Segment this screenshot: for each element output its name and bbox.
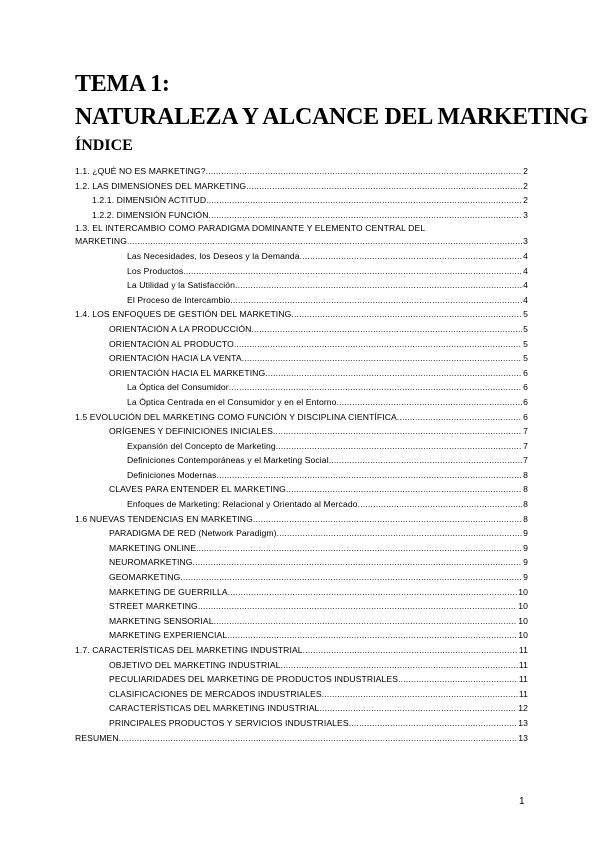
toc-dot-leader — [273, 424, 522, 439]
toc-entry-page: 9 — [523, 542, 528, 553]
toc-entry-label: RESUMEN — [75, 732, 119, 743]
toc-entry[interactable] — [75, 526, 528, 541]
toc-entry[interactable] — [75, 193, 528, 208]
toc-entry-page: 12 — [518, 703, 528, 714]
toc-entry-label: 1.6 NUEVAS TENDENCIAS EN MARKETING — [75, 513, 253, 524]
toc-dot-leader — [234, 337, 522, 352]
toc-entry-page: 9 — [523, 528, 528, 539]
toc-entry-page: 4 — [523, 265, 528, 276]
toc-entry-page: 4 — [523, 250, 528, 261]
toc-entry[interactable] — [75, 687, 528, 702]
toc-dot-leader — [322, 687, 518, 702]
toc-entry-label: El Proceso de Intercambio — [127, 294, 231, 305]
toc-dot-leader — [206, 193, 522, 208]
toc-entry-page: 2 — [523, 195, 528, 206]
toc-entry-page: 2 — [523, 180, 528, 191]
toc-dot-leader — [397, 410, 522, 425]
toc-entry-label: ORIENTACIÓN A LA PRODUCCIÓN — [109, 323, 252, 334]
toc-entry[interactable] — [75, 322, 528, 337]
toc-entry[interactable] — [75, 222, 528, 234]
toc-entry[interactable] — [75, 716, 528, 731]
toc-dot-leader — [265, 366, 522, 381]
toc-entry-label: PECULIARIDADES DEL MARKETING DE PRODUCTOS INDUSTRIALES — [109, 674, 399, 685]
toc-entry-label: Definiciones Contemporáneas y el Marketing Social — [127, 455, 329, 466]
toc-entry-page: 13 — [518, 717, 528, 728]
toc-entry-page: 10 — [518, 615, 528, 626]
toc-entry-label: CLAVES PARA ENTENDER EL MARKETING — [109, 484, 286, 495]
toc-entry[interactable] — [75, 643, 528, 658]
toc-entry-label: CARACTERÍSTICAS DEL MARKETING INDUSTRIAL — [109, 703, 320, 714]
toc-entry-label: MARKETING SENSORIAL — [109, 615, 214, 626]
toc-entry-label: 1.3. EL INTERCAMBIO COMO PARADIGMA DOMINANTE Y ELEMENTO CENTRAL DEL — [75, 223, 426, 234]
toc-dot-leader — [209, 208, 523, 223]
toc-entry-page: 8 — [523, 499, 528, 510]
toc-entry-page: 6 — [523, 382, 528, 393]
toc-entry-label: CLASIFICACIONES DE MERCADOS INDUSTRIALES — [109, 688, 322, 699]
toc-entry-label: 1.2.2. DIMENSIÓN FUNCIÓN — [92, 209, 209, 220]
toc-entry-page: 4 — [523, 294, 528, 305]
toc-entry[interactable] — [75, 541, 528, 556]
toc-entry-label: Las Necesidades, los Deseos y la Demanda — [127, 250, 300, 261]
toc-entry-page: 6 — [523, 396, 528, 407]
toc-entry-page: 6 — [523, 411, 528, 422]
toc-entry-page: 8 — [523, 469, 528, 480]
toc-entry-label: ORIENTACIÓN HACIA EL MARKETING — [109, 367, 266, 378]
toc-dot-leader — [319, 701, 517, 716]
toc-entry-label: Enfoques de Marketing: Relacional y Orientado al Mercado — [127, 499, 358, 510]
toc-dot-leader — [398, 672, 518, 687]
toc-entry[interactable] — [75, 249, 528, 264]
toc-entry[interactable] — [75, 337, 528, 352]
toc-entry-label: La Óptica del Consumidor — [127, 382, 229, 393]
toc-dot-leader — [193, 555, 523, 570]
toc-entry[interactable] — [75, 278, 528, 293]
toc-entry-page: 9 — [523, 572, 528, 583]
toc-dot-leader — [183, 264, 522, 279]
toc-entry[interactable] — [75, 424, 528, 439]
toc-entry-label: STREET MARKETING — [109, 601, 198, 612]
toc-entry-label: OBJETIVO DEL MARKETING INDUSTRIAL — [109, 659, 281, 670]
toc-entry[interactable] — [75, 570, 528, 585]
toc-dot-leader — [329, 453, 522, 468]
toc-entry-label: MARKETING DE GUERRILLA — [109, 586, 228, 597]
toc-entry-label: ORÍGENES Y DEFINICIONES INICIALES — [109, 426, 273, 437]
toc-entry[interactable] — [75, 307, 528, 322]
toc-dot-leader — [300, 249, 522, 264]
toc-dot-leader — [214, 614, 518, 629]
toc-dot-leader — [127, 234, 522, 249]
toc-dot-leader — [198, 599, 517, 614]
toc-entry-page: 9 — [523, 557, 528, 568]
index-heading: ÍNDICE — [75, 137, 133, 154]
toc-dot-leader — [358, 497, 523, 512]
toc-entry[interactable] — [75, 453, 528, 468]
toc-dot-leader — [276, 439, 522, 454]
toc-dot-leader — [349, 716, 518, 731]
toc-dot-leader — [235, 278, 522, 293]
toc-entry-label: NEUROMARKETING — [109, 557, 193, 568]
toc-entry-label: ORIENTACIÓN AL PRODUCTO — [109, 338, 234, 349]
toc-entry[interactable] — [75, 439, 528, 454]
toc-dot-leader — [119, 731, 518, 746]
toc-entry[interactable] — [75, 585, 528, 600]
toc-entry-page: 2 — [523, 166, 528, 176]
toc-dot-leader — [246, 179, 522, 194]
toc-dot-leader — [253, 512, 522, 527]
toc-entry[interactable] — [75, 497, 528, 512]
toc-entry[interactable] — [75, 482, 528, 497]
toc-entry-page: 11 — [518, 659, 528, 670]
toc-dot-leader — [286, 482, 522, 497]
toc-entry[interactable] — [75, 468, 528, 483]
toc-entry[interactable] — [75, 628, 528, 643]
toc-entry-label: Definiciones Modernas — [127, 469, 217, 480]
toc-entry-page: 5 — [523, 309, 528, 320]
toc-entry[interactable] — [75, 380, 528, 395]
toc-dot-leader — [206, 164, 523, 179]
toc-entry[interactable] — [75, 164, 528, 179]
toc-entry[interactable] — [75, 179, 528, 194]
toc-dot-leader — [230, 293, 522, 308]
toc-entry-label: 1.2. LAS DIMENSIONES DEL MARKETING — [75, 180, 247, 191]
toc-entry-page: 11 — [518, 645, 528, 655]
toc-entry-label: 1.5 EVOLUCIÓN DEL MARKETING COMO FUNCIÓN Y DISCIPLINA CIENTÍFICA — [75, 411, 397, 422]
toc-entry-label: MARKETING ONLINE — [109, 542, 197, 553]
toc-entry-page: 7 — [523, 426, 528, 437]
toc-entry-page: 11 — [518, 674, 528, 685]
toc-entry[interactable] — [75, 208, 528, 223]
toc-entry[interactable] — [75, 293, 528, 308]
document-title-line-2: NATURALEZA Y ALCANCE DEL MARKETING — [75, 104, 588, 130]
toc-entry[interactable] — [75, 701, 528, 716]
toc-entry[interactable] — [75, 366, 528, 381]
toc-entry[interactable] — [75, 410, 528, 425]
toc-entry-page: 4 — [523, 280, 528, 291]
toc-dot-leader — [229, 380, 522, 395]
toc-entry[interactable] — [75, 672, 528, 687]
toc-entry-page: 10 — [518, 601, 528, 612]
toc-dot-leader — [281, 658, 518, 673]
toc-entry[interactable] — [75, 614, 528, 629]
toc-entry-label: Expansión del Concepto de Marketing — [127, 440, 276, 451]
toc-entry-page: 8 — [523, 513, 528, 524]
toc-dot-leader — [251, 322, 522, 337]
toc-entry[interactable] — [75, 234, 528, 249]
toc-entry-page: 10 — [518, 586, 528, 597]
toc-entry-page: 5 — [523, 353, 528, 364]
page-number: 1 — [519, 796, 525, 807]
toc-entry-page: 3 — [523, 236, 528, 247]
toc-entry-label: La Óptica Centrada en el Consumidor y en el Entorno — [127, 396, 337, 407]
toc-entry-label: 1.1. ¿QUÉ NO ES MARKETING? — [75, 166, 206, 176]
toc-entry-page: 13 — [518, 732, 528, 743]
toc-entry-page: 10 — [518, 630, 528, 641]
toc-dot-leader — [228, 585, 518, 600]
document-title-line-1: TEMA 1: — [75, 71, 170, 97]
toc-dot-leader — [242, 351, 522, 366]
toc-entry-page: 7 — [523, 440, 528, 451]
toc-dot-leader — [291, 307, 522, 322]
toc-entry-label: La Utilidad y la Satisfacción — [127, 280, 235, 291]
table-of-contents — [75, 164, 528, 745]
toc-entry-label: 1.4. LOS ENFOQUES DE GESTIÓN DEL MARKETING — [75, 309, 292, 320]
toc-dot-leader — [337, 395, 523, 410]
toc-entry[interactable] — [75, 512, 528, 527]
toc-entry-label: 1.2.1. DIMENSIÓN ACTITUD — [92, 195, 207, 206]
toc-dot-leader — [180, 570, 522, 585]
toc-entry[interactable] — [75, 731, 528, 746]
toc-dot-leader — [217, 468, 523, 483]
toc-entry[interactable] — [75, 351, 528, 366]
toc-entry-page: 8 — [523, 484, 528, 495]
toc-dot-leader — [196, 541, 522, 556]
toc-entry[interactable] — [75, 264, 528, 279]
toc-entry[interactable] — [75, 658, 528, 673]
toc-entry-label: MARKETING — [75, 236, 127, 247]
toc-entry[interactable] — [75, 555, 528, 570]
toc-dot-leader — [227, 628, 517, 643]
toc-entry-label: PRINCIPALES PRODUCTOS Y SERVICIOS INDUSTRIALES — [109, 717, 349, 728]
toc-entry[interactable] — [75, 395, 528, 410]
toc-entry[interactable] — [75, 599, 528, 614]
toc-entry-page: 7 — [523, 455, 528, 466]
toc-entry-label: MARKETING EXPERIENCIAL — [109, 630, 228, 641]
toc-dot-leader — [303, 643, 518, 658]
toc-entry-label: PARADIGMA DE RED (Network Paradigm) — [109, 528, 277, 539]
toc-entry-label: Los Productos — [127, 265, 184, 276]
toc-entry-page: 11 — [518, 688, 528, 699]
toc-dot-leader — [277, 526, 522, 541]
toc-entry-page: 6 — [523, 367, 528, 378]
toc-entry-page: 3 — [523, 209, 528, 220]
toc-entry-label: GEOMARKETING — [109, 572, 181, 583]
toc-entry-page: 5 — [523, 323, 528, 334]
toc-entry-page: 5 — [523, 338, 528, 349]
toc-entry-label: ORIENTACIÓN HACIA LA VENTA — [109, 353, 242, 364]
toc-entry-label: 1.7. CARACTERÍSTICAS DEL MARKETING INDUSTRIAL — [75, 645, 303, 655]
